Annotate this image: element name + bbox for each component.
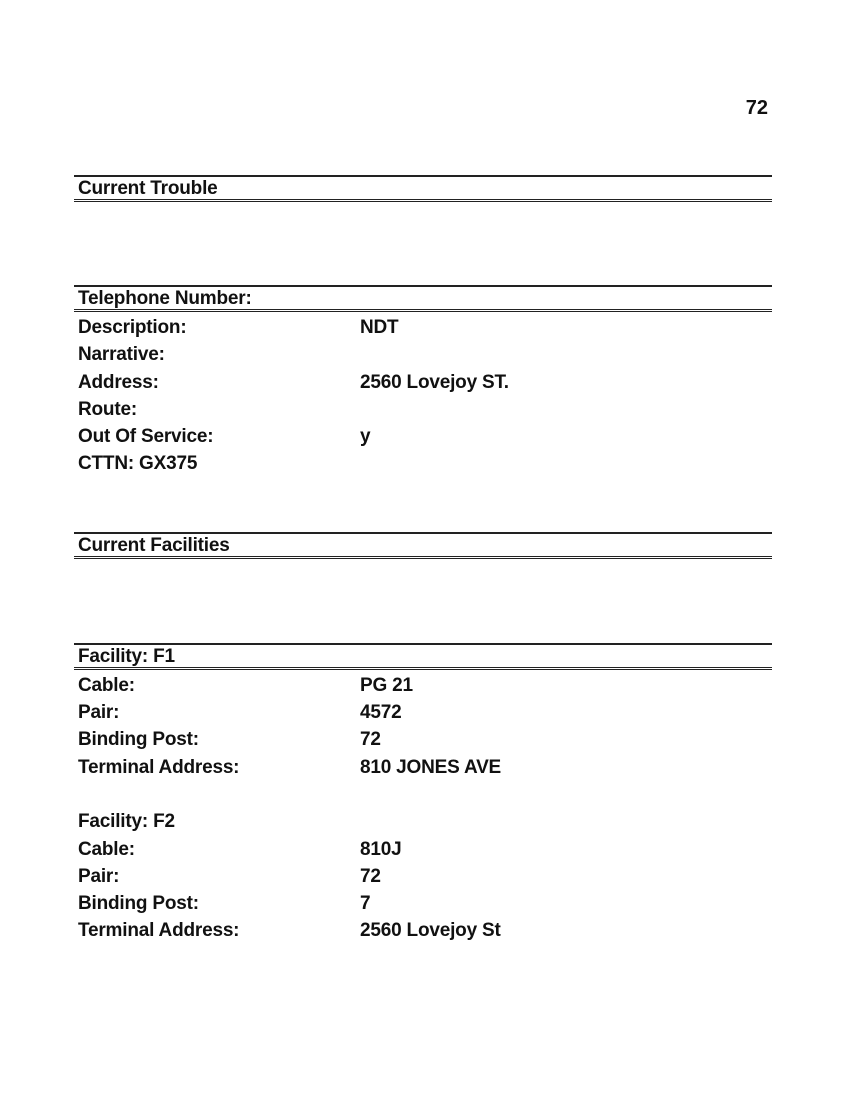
- section-title: Current Trouble: [78, 178, 218, 199]
- section-title: Current Facilities: [78, 535, 230, 556]
- field-label: Binding Post:: [78, 893, 199, 914]
- field-value: 2560 Lovejoy ST.: [360, 372, 509, 393]
- field-label: Pair:: [78, 866, 120, 887]
- field-row-f2-pair: [78, 866, 768, 893]
- field-row-f2-cable: [78, 839, 768, 866]
- field-value: 72: [360, 729, 381, 750]
- section-title: Facility: F1: [78, 646, 175, 667]
- field-row-f1-pair: [78, 702, 768, 729]
- field-value: y: [360, 426, 371, 447]
- field-label: Cable:: [78, 675, 135, 696]
- field-value: 7: [360, 893, 371, 914]
- field-row-f1-cable: [78, 675, 768, 702]
- field-label: Out Of Service:: [78, 426, 214, 447]
- field-value: 810 JONES AVE: [360, 757, 502, 778]
- facility-f2-title: Facility: F2: [78, 811, 175, 832]
- field-label: Address:: [78, 372, 159, 393]
- section-header-current-facilities: [74, 532, 772, 559]
- field-label: Pair:: [78, 702, 120, 723]
- field-row-address: [78, 372, 768, 399]
- field-label: Terminal Address:: [78, 920, 240, 941]
- page-number: 72: [745, 97, 768, 119]
- section-title: Telephone Number:: [78, 288, 252, 309]
- field-row-f1-terminal-address: [78, 757, 768, 784]
- field-label: Binding Post:: [78, 729, 199, 750]
- field-value: PG 21: [360, 675, 413, 696]
- field-row-f2-binding-post: [78, 893, 768, 920]
- field-row-f1-binding-post: [78, 729, 768, 756]
- field-value: 72: [360, 866, 381, 887]
- field-label: Description:: [78, 317, 187, 338]
- field-label: CTTN: GX375: [78, 453, 198, 474]
- field-row-description: [78, 317, 768, 344]
- field-label: Terminal Address:: [78, 757, 240, 778]
- field-row-narrative: [78, 344, 768, 371]
- section-header-telephone-number: [74, 285, 772, 312]
- field-value: NDT: [360, 317, 399, 338]
- section-header-facility-f1: [74, 643, 772, 670]
- field-label: Narrative:: [78, 344, 165, 365]
- field-row-out-of-service: [78, 426, 768, 453]
- field-label: Cable:: [78, 839, 135, 860]
- field-value: 2560 Lovejoy St: [360, 920, 501, 941]
- field-value: 4572: [360, 702, 402, 723]
- field-row-f2-terminal-address: [78, 920, 768, 947]
- section-header-current-trouble: [74, 175, 772, 202]
- field-value: 810J: [360, 839, 402, 860]
- field-row-route: [78, 399, 768, 426]
- facility-f2-title-row: [78, 811, 768, 838]
- field-label: Route:: [78, 399, 137, 420]
- field-row-cttn: [78, 453, 768, 480]
